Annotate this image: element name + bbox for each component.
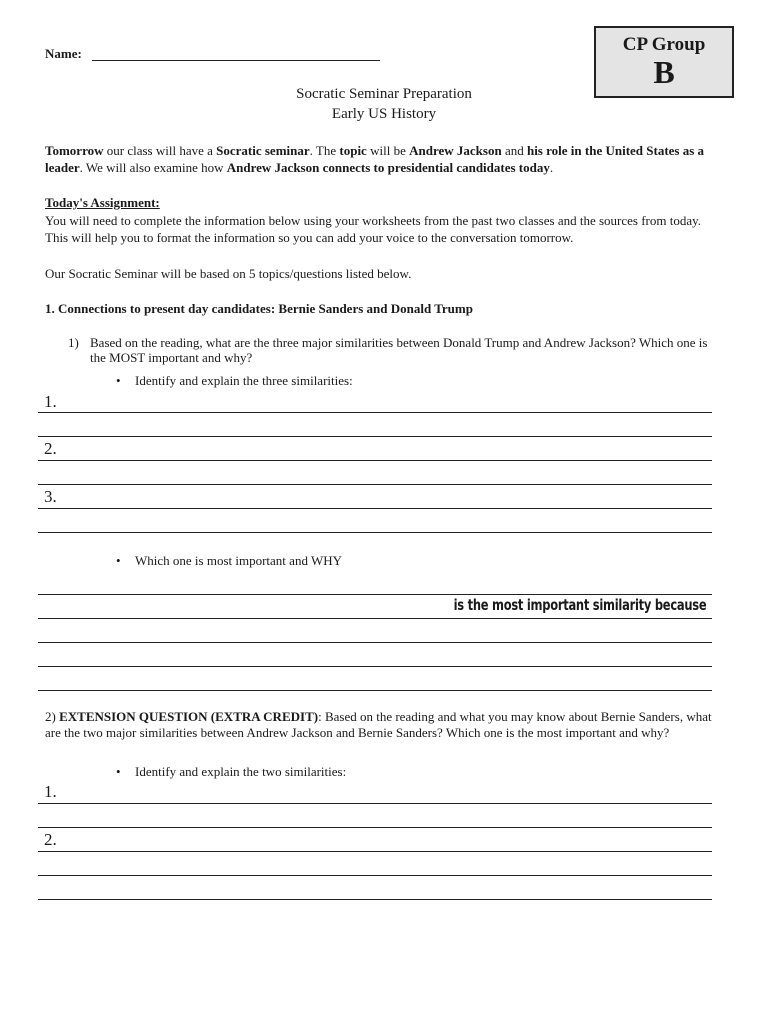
bullet-icon: • xyxy=(116,553,121,568)
answer-line[interactable] xyxy=(38,412,712,413)
bullet3-text: Identify and explain the two similarities: xyxy=(135,764,347,779)
intro-text: . xyxy=(549,160,554,175)
bullet2-text: Which one is most important and WHY xyxy=(135,553,343,568)
assignment-text: You will need to complete the information below using your worksheets from the past two classes and the sources from today. This will help you to format the information so you can add your voice to the conversation tomorrow. xyxy=(45,213,702,245)
question2-text xyxy=(45,709,725,741)
intro-topic: topic xyxy=(339,143,367,158)
answer-number-1: 1. xyxy=(44,392,57,411)
answer-line[interactable] xyxy=(38,666,712,667)
bullet-icon: • xyxy=(116,764,121,779)
intro-text: . The xyxy=(309,143,340,158)
intro-text: . We will also examine how xyxy=(79,160,227,175)
answer-line[interactable] xyxy=(38,618,712,619)
important-similarity-phrase: is the most important similarity because xyxy=(453,596,706,614)
group-letter: B xyxy=(653,54,675,90)
intro-socratic: Socratic seminar xyxy=(216,143,310,158)
extension-label: EXTENSION QUESTION (EXTRA CREDIT) xyxy=(59,709,319,724)
answer-line[interactable] xyxy=(38,827,712,828)
name-label: Name: xyxy=(45,46,82,61)
intro-text: our class will have a xyxy=(103,143,217,158)
answer-line[interactable] xyxy=(38,508,712,509)
page-title: Socratic Seminar Preparation xyxy=(296,86,472,102)
group-label: CP Group xyxy=(622,34,706,55)
bullet1-text: Identify and explain the three similarities: xyxy=(135,373,353,388)
intro-paragraph xyxy=(45,142,725,176)
question2-number: 2) xyxy=(45,709,56,724)
answer-line[interactable] xyxy=(38,642,712,643)
answer-number-1: 1. xyxy=(44,782,57,801)
answer-line[interactable] xyxy=(38,436,712,437)
question1-number: 1) xyxy=(68,335,79,350)
topics-text: Our Socratic Seminar will be based on 5 topics/questions listed below. xyxy=(45,266,412,281)
answer-line[interactable] xyxy=(38,803,712,804)
question1-text: Based on the reading, what are the three major similarities between Donald Trump and Andrew Jackson? Which one is the MOST important and why? xyxy=(90,335,708,365)
name-field-line[interactable] xyxy=(92,60,380,61)
page-subtitle: Early US History xyxy=(331,106,437,122)
bullet-icon: • xyxy=(116,373,121,388)
answer-line[interactable] xyxy=(38,460,712,461)
intro-text: will be xyxy=(366,143,410,158)
answer-line[interactable] xyxy=(38,899,712,900)
intro-role: his role in the United States as a leader xyxy=(45,143,705,175)
question2-body: : Based on the reading and what you may know about Bernie Sanders, what are the two major similarities between Andrew Jackson and Bernie Sanders? Which one is the most important and why? xyxy=(45,709,712,740)
intro-tomorrow: Tomorrow xyxy=(45,143,104,158)
intro-jackson: Andrew Jackson xyxy=(409,143,502,158)
answer-number-3: 3. xyxy=(44,487,57,506)
intro-text: and xyxy=(501,143,527,158)
intro-connects: Andrew Jackson connects to presidential candidates today xyxy=(226,160,550,175)
answer-number-2: 2. xyxy=(44,439,57,458)
answer-line[interactable] xyxy=(38,875,712,876)
assignment-heading: Today's Assignment: xyxy=(45,195,160,210)
section1-heading: 1. Connections to present day candidates: Bernie Sanders and Donald Trump xyxy=(45,301,473,316)
answer-line[interactable] xyxy=(38,484,712,485)
answer-line[interactable] xyxy=(38,594,712,595)
answer-line[interactable] xyxy=(38,690,712,691)
answer-number-2: 2. xyxy=(44,830,57,849)
answer-line[interactable] xyxy=(38,851,712,852)
answer-line[interactable] xyxy=(38,532,712,533)
